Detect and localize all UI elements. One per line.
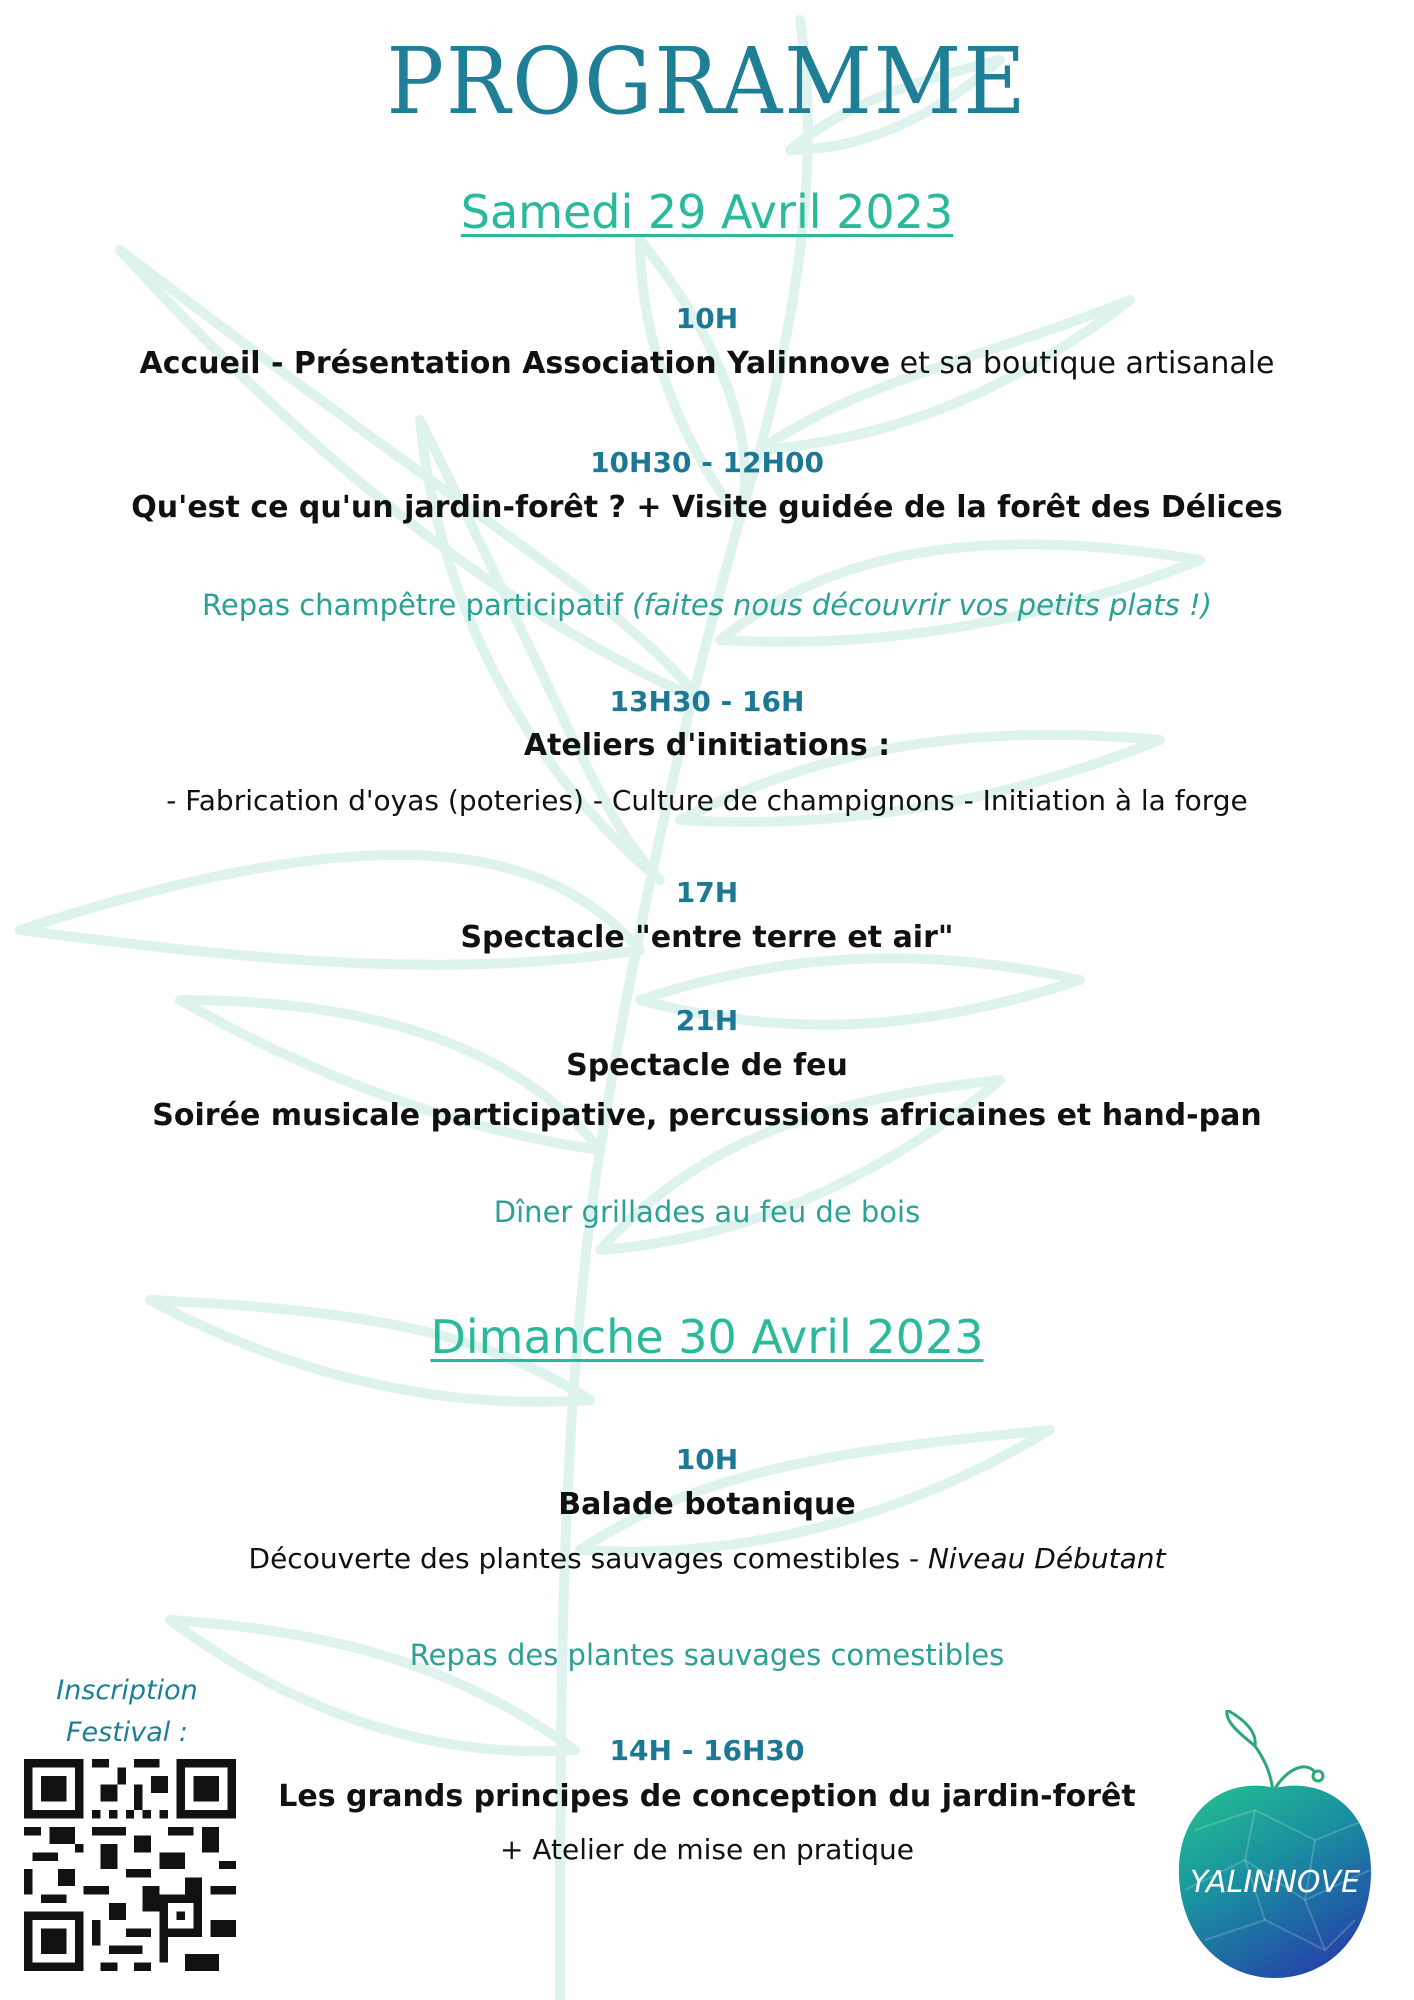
saturday-slot5-line2-label: Soirée musicale participative, percussions africaines et hand-pan [152,1098,1262,1133]
saturday-slot3-title-label: Ateliers d'initiations : [523,728,891,763]
saturday-slot3-title [0,728,1414,763]
saturday-slot1-time: 10H [675,302,739,335]
sunday-slot1-time: 10H [675,1443,739,1476]
saturday-slot2-time: 10H30 - 12H00 [590,446,824,479]
saturday-slot2-label: Qu'est ce qu'un jardin-forêt ? + Visite guidée de la forêt des Délices [131,490,1283,525]
saturday-slot3-time: 13H30 - 16H [609,685,805,718]
saturday-slot1-bold: Accueil - Présentation Association Yalinnove [139,346,891,381]
apple-leaf-logo-icon [1175,1710,1375,1980]
saturday-slot4-label: Spectacle "entre terre et air" [460,920,954,955]
logo-text: YALINNOVE [1189,1865,1361,1900]
sunday-slot1-sub-italic: Niveau Débutant [927,1542,1166,1575]
saturday-slot5-line1-label: Spectacle de feu [566,1048,848,1083]
saturday-slot1-text [0,346,1414,381]
saturday-meal1-italic: (faites nous découvrir vos petits plats !) [632,588,1212,622]
inscription-label-line1: Inscription [56,1675,198,1706]
sunday-slot2-title-label: Les grands principes de conception du jardin-forêt [278,1779,1136,1814]
sunday-meal: Repas des plantes sauvages comestibles [409,1638,1005,1672]
saturday-slot5-line1 [0,1048,1414,1083]
saturday-slot4-time: 17H [675,876,739,909]
saturday-slot3-sub: - Fabrication d'oyas (poteries) - Culture de champignons - Initiation à la forge [166,784,1248,817]
inscription-label-line2: Festival : [65,1717,188,1748]
sunday-slot2-sub: + Atelier de mise en pratique [500,1833,914,1866]
sunday-heading: Dimanche 30 Avril 2023 [430,1310,984,1364]
sunday-slot1-sub [0,1542,1414,1575]
saturday-meal2: Dîner grillades au feu de bois [493,1195,921,1229]
saturday-meal1 [0,588,1414,622]
sunday-slot1-title-label: Balade botanique [558,1487,856,1522]
saturday-slot5-line2 [0,1098,1414,1133]
saturday-heading: Samedi 29 Avril 2023 [460,185,954,239]
saturday-meal1-text: Repas champêtre participatif [202,588,633,622]
page-title: PROGRAMME [386,28,1028,135]
saturday-slot1-rest: et sa boutique artisanale [890,346,1275,381]
qr-code-icon[interactable] [24,1759,236,1971]
sunday-slot1-sub-text: Découverte des plantes sauvages comestibles - [248,1542,928,1575]
sunday-slot2-time: 14H - 16H30 [609,1734,805,1767]
sunday-slot1-title [0,1487,1414,1522]
saturday-slot5-time: 21H [675,1004,739,1037]
saturday-slot4-text [0,920,1414,955]
saturday-slot2-text [0,490,1414,525]
